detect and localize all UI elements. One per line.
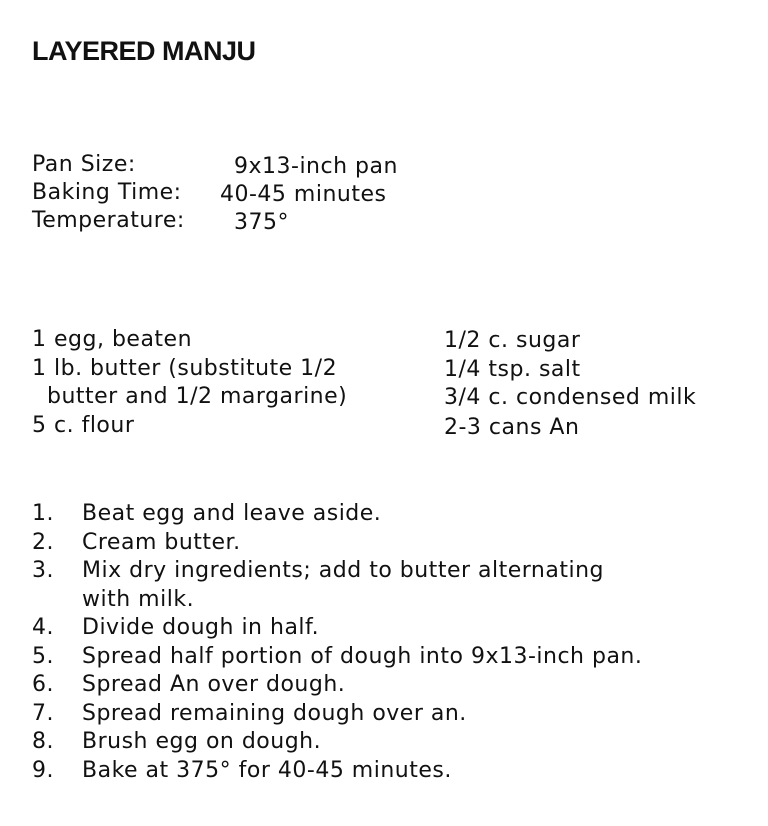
step-text: Spread half portion of dough into 9x13-inch pan. — [82, 643, 643, 669]
ingredient: 3/4 c. condensed milk — [444, 385, 697, 410]
step-text: Brush egg on dough. — [82, 729, 322, 754]
ingredient: butter and 1/2 margarine) — [32, 384, 348, 409]
info-value: 40-45 minutes — [220, 182, 387, 207]
info-label: Pan Size: — [32, 152, 136, 177]
step-text: Mix dry ingredients; add to butter alternating — [82, 558, 604, 583]
step-number: 2. — [32, 529, 54, 555]
step-text: Divide dough in half. — [82, 615, 320, 640]
ingredient: 1 lb. butter (substitute 1/2 — [32, 356, 338, 381]
ingredient: 1 egg, beaten — [32, 327, 193, 352]
recipe-title: LAYERED MANJU — [32, 36, 256, 66]
step-number: 5. — [32, 643, 54, 669]
step-number: 8. — [32, 729, 54, 754]
info-value: 9x13-inch pan — [234, 154, 398, 179]
ingredient: 5 c. flour — [32, 413, 135, 438]
step-number: 4. — [32, 615, 54, 640]
step-number: 3. — [32, 558, 54, 583]
info-label: Temperature: — [32, 208, 185, 233]
ingredient: 1/2 c. sugar — [444, 328, 581, 353]
ingredient: 2-3 cans An — [444, 415, 580, 440]
ingredient: 1/4 tsp. salt — [444, 357, 581, 382]
step-text: Bake at 375° for 40-45 minutes. — [82, 757, 452, 783]
step-text: Spread An over dough. — [82, 672, 346, 697]
step-number: 6. — [32, 672, 54, 697]
step-text: Beat egg and leave aside. — [82, 501, 382, 526]
step-number: 9. — [32, 757, 54, 783]
info-value: 375° — [234, 210, 289, 235]
info-label: Baking Time: — [32, 180, 182, 205]
step-text: with milk. — [82, 586, 195, 612]
step-number: 1. — [32, 501, 54, 526]
step-text: Cream butter. — [82, 529, 241, 555]
step-number: 7. — [32, 700, 54, 726]
step-text: Spread remaining dough over an. — [82, 700, 467, 726]
